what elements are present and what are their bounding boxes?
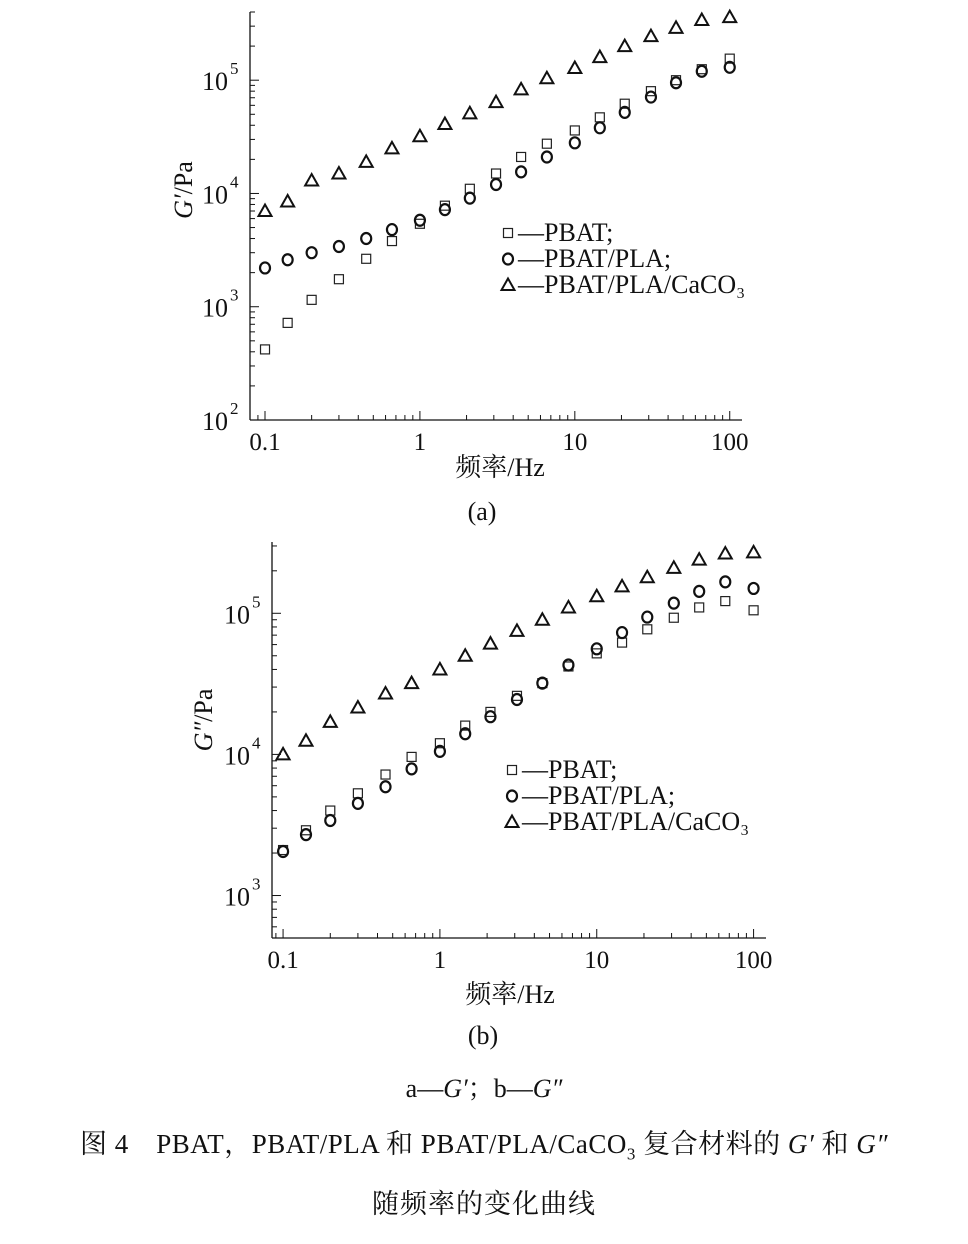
data-point <box>595 113 604 122</box>
data-point <box>283 318 292 327</box>
data-point <box>570 137 580 148</box>
data-point <box>669 613 678 622</box>
panel-label: (b) <box>467 1021 499 1050</box>
data-point <box>407 763 417 774</box>
y-tick-exponent: 3 <box>252 874 261 894</box>
caption-title-and: 和 <box>814 1129 857 1159</box>
y-tick-label: 10 <box>224 600 250 630</box>
data-point <box>540 72 553 83</box>
legend-label: —PBAT; <box>518 218 614 247</box>
data-point <box>326 806 335 815</box>
caption-title <box>0 1122 968 1164</box>
data-point <box>516 166 526 177</box>
chart-panel-a <box>169 11 748 526</box>
data-point <box>353 798 363 809</box>
legend-marker <box>508 766 517 775</box>
y-tick-label: 10 <box>202 67 228 97</box>
data-point <box>517 152 526 161</box>
data-point <box>484 637 497 649</box>
data-point <box>568 62 581 73</box>
legend-label: —PBAT/PLA; <box>518 244 672 273</box>
data-point <box>537 678 547 689</box>
data-point <box>593 51 606 63</box>
panel-label: (a) <box>467 497 497 526</box>
data-point <box>720 576 730 587</box>
data-point <box>642 612 652 623</box>
data-point <box>563 660 573 671</box>
y-tick-label: 10 <box>202 407 228 436</box>
y-axis-label-symbol: G″ <box>189 721 218 752</box>
data-point <box>381 781 391 792</box>
data-point <box>490 96 503 108</box>
data-point <box>643 625 652 634</box>
x-axis-label: 频率/Hz <box>455 453 545 482</box>
data-point <box>278 846 288 857</box>
data-point <box>749 606 758 615</box>
data-point <box>438 118 451 130</box>
legend-label: —PBAT; <box>522 755 618 784</box>
data-point <box>562 601 575 613</box>
data-point <box>360 155 373 167</box>
legend-marker <box>507 791 517 802</box>
data-point <box>465 193 475 204</box>
data-point <box>747 546 760 558</box>
x-axis-label: 频率/Hz <box>465 980 555 1009</box>
data-point <box>277 748 290 760</box>
data-point <box>334 241 344 252</box>
data-point <box>305 174 318 186</box>
legend-marker <box>506 816 519 828</box>
data-point <box>413 130 426 142</box>
data-point <box>387 224 397 235</box>
data-point <box>616 580 629 592</box>
data-point <box>259 205 272 217</box>
caption-note-a-symbol: G′ <box>443 1074 468 1103</box>
data-point <box>463 107 476 119</box>
y-tick-label: 10 <box>224 741 250 771</box>
data-point <box>515 83 528 95</box>
data-point <box>351 701 364 713</box>
series-triangle <box>259 11 737 216</box>
data-point <box>361 233 371 244</box>
data-point <box>261 345 270 354</box>
data-point <box>749 583 759 594</box>
data-point <box>379 687 392 699</box>
data-point <box>385 142 398 154</box>
series-circle <box>260 62 735 274</box>
data-point <box>695 603 704 612</box>
data-point <box>719 547 732 559</box>
y-axis-label <box>189 688 218 751</box>
x-tick-label: 0.1 <box>267 947 299 974</box>
caption-note-b-symbol: G″ <box>532 1074 563 1103</box>
data-point <box>362 254 371 263</box>
data-point <box>595 122 605 133</box>
x-tick-label: 1 <box>433 947 447 974</box>
y-axis-label-unit: /Pa <box>189 688 218 722</box>
data-point <box>510 624 523 636</box>
legend-label: —PBAT/PLA/CaCO₃ <box>522 807 750 836</box>
x-tick-label: 100 <box>734 947 773 974</box>
caption-note-a: a— <box>405 1074 444 1103</box>
y-tick-exponent: 5 <box>252 592 261 612</box>
caption-title-line-2: 随频率的变化曲线 <box>372 1189 596 1219</box>
data-point <box>570 126 579 135</box>
data-point <box>669 598 679 609</box>
y-tick-label: 10 <box>202 293 228 323</box>
data-point <box>492 169 501 178</box>
y-axis-label <box>169 161 198 219</box>
data-point <box>459 649 472 661</box>
x-tick-label: 10 <box>584 947 610 974</box>
caption-note-separator: ；b— <box>467 1074 533 1103</box>
data-point <box>334 275 343 284</box>
y-tick-exponent: 5 <box>230 59 239 79</box>
data-point <box>307 247 317 258</box>
data-point <box>324 715 337 727</box>
x-tick-label: 10 <box>562 429 588 456</box>
data-point <box>697 66 707 77</box>
data-point <box>646 92 656 103</box>
y-tick-label: 10 <box>202 180 228 210</box>
caption-title-prefix: 图 4 PBAT，PBAT/PLA 和 PBAT/PLA/CaCO <box>79 1129 627 1159</box>
data-point <box>667 561 680 573</box>
data-point <box>644 30 657 42</box>
data-point <box>618 638 627 647</box>
legend-marker <box>502 279 515 291</box>
x-tick-label: 100 <box>710 429 749 456</box>
caption-title-mid: 复合材料的 <box>635 1129 788 1159</box>
caption-title-subscript: 3 <box>626 1144 636 1164</box>
data-point <box>512 694 522 705</box>
data-point <box>670 21 683 32</box>
data-point <box>694 586 704 597</box>
data-point <box>671 77 681 88</box>
legend-marker <box>503 254 513 265</box>
data-point <box>542 139 551 148</box>
y-tick-exponent: 3 <box>230 285 239 305</box>
data-point <box>299 734 312 746</box>
caption-title-symbol-2: G″ <box>856 1129 888 1159</box>
data-point <box>407 752 416 761</box>
data-point <box>641 571 654 583</box>
legend-label: —PBAT/PLA/CaCO₃ <box>518 270 746 299</box>
data-point <box>723 11 736 22</box>
series-triangle <box>277 546 761 759</box>
x-tick-label: 1 <box>413 429 427 456</box>
data-point <box>721 597 730 606</box>
data-point <box>325 815 335 826</box>
data-point <box>307 295 316 304</box>
y-tick-label: 10 <box>224 882 250 912</box>
data-point <box>283 254 293 265</box>
data-point <box>542 151 552 162</box>
data-point <box>405 677 418 689</box>
caption-title-symbol-1: G′ <box>787 1129 815 1159</box>
data-point <box>536 613 549 625</box>
data-point <box>332 167 345 179</box>
data-point <box>693 553 706 565</box>
data-point <box>387 237 396 246</box>
data-point <box>281 195 294 207</box>
y-axis-label-symbol: G′ <box>169 194 198 219</box>
legend-marker <box>504 229 513 238</box>
y-tick-exponent: 4 <box>252 733 261 753</box>
data-point <box>618 40 631 52</box>
data-point <box>590 590 603 602</box>
data-point <box>353 789 362 798</box>
x-tick-label: 0.1 <box>249 429 281 456</box>
legend-label: —PBAT/PLA; <box>522 781 676 810</box>
data-point <box>381 770 390 779</box>
data-point <box>695 13 708 25</box>
chart-panel-b <box>189 542 772 1050</box>
y-tick-exponent: 2 <box>230 399 239 418</box>
y-tick-exponent: 4 <box>230 172 239 192</box>
data-point <box>260 262 270 273</box>
data-point <box>433 663 446 675</box>
caption-legend-note <box>0 1068 968 1105</box>
data-point <box>491 179 501 190</box>
y-axis-label-unit: /Pa <box>169 161 198 195</box>
data-point <box>415 215 425 226</box>
data-point <box>617 627 627 638</box>
